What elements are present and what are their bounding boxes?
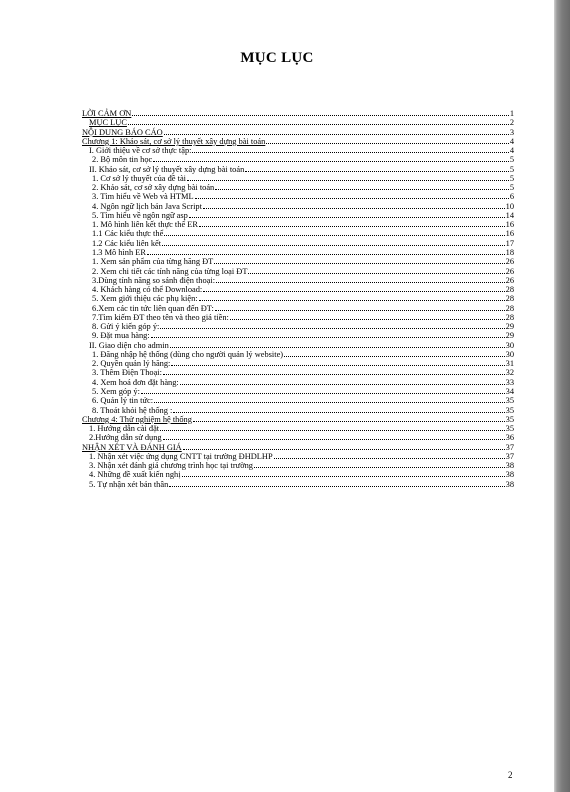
toc-dot-leader [203, 202, 505, 209]
toc-entry-page: 2 [509, 118, 514, 128]
toc-entry[interactable] [82, 183, 514, 192]
toc-dot-leader [230, 313, 505, 320]
toc-entry-page: 29 [505, 331, 514, 341]
toc-dot-leader [284, 350, 505, 357]
toc-entry-page: 38 [505, 479, 514, 489]
toc-entry[interactable] [82, 350, 514, 359]
toc-dot-leader [199, 294, 505, 301]
toc-entry-page: 32 [505, 368, 514, 378]
toc-entry-label: 3. Tìm hiểu về Web và HTML [92, 192, 194, 202]
toc-dot-leader [160, 424, 504, 431]
toc-entry[interactable] [82, 137, 514, 146]
toc-entry-label: 4. Ngôn ngữ lịch bản Java Script [92, 201, 202, 211]
toc-entry-page: 14 [505, 210, 514, 220]
toc-entry[interactable] [82, 229, 514, 238]
toc-entry-label: 2.Hướng dẫn sử dụng [89, 433, 162, 443]
toc-entry[interactable] [82, 424, 514, 433]
toc-entry-page: 34 [505, 386, 514, 396]
toc-dot-leader [248, 267, 504, 274]
toc-entry-label: 4. Khách hàng có thể Download: [92, 285, 203, 295]
toc-entry[interactable] [82, 202, 514, 211]
toc-entry-label: 1.2 Các kiểu liên kết [92, 238, 162, 248]
toc-entry-page: 28 [505, 294, 514, 304]
toc-entry-label: 3. Nhận xét đánh giá chương trình học tại trường [89, 461, 253, 471]
toc-entry[interactable] [82, 322, 514, 331]
toc-dot-leader [180, 378, 505, 385]
toc-entry[interactable] [82, 118, 514, 127]
toc-entry-label: 2. Xem chi tiết các tính năng của từng loại ĐT [92, 266, 248, 276]
toc-entry[interactable] [82, 128, 514, 137]
toc-entry-label: 4. Xem hoá đơn đặt hàng: [92, 377, 179, 387]
toc-dot-leader [171, 359, 504, 366]
toc-entry-page: 17 [505, 238, 514, 248]
toc-dot-leader [192, 146, 508, 153]
page-number: 2 [508, 770, 513, 780]
toc-entry[interactable] [82, 433, 514, 442]
toc-entry-page: 18 [505, 247, 514, 257]
toc-entry-label: 1. Nhận xét việc ứng dụng CNTT tại trường ĐHDLHP [89, 451, 273, 461]
table-of-contents [82, 109, 514, 489]
toc-entry-label: Chương 4: Thử nghiệm hệ thống [82, 414, 192, 424]
toc-entry-label: 2. Quyền quản lý hãng: [92, 359, 171, 369]
toc-dot-leader [182, 470, 505, 477]
toc-entry[interactable] [82, 155, 514, 164]
toc-entry[interactable] [82, 165, 514, 174]
toc-dot-leader [153, 155, 509, 162]
toc-entry[interactable] [82, 285, 514, 294]
toc-entry-page: 26 [505, 266, 514, 276]
toc-entry-label: II. Giao diện cho admin [89, 340, 169, 350]
toc-entry-page: 4 [509, 136, 514, 146]
toc-entry-label: 7.Tìm kiếm ĐT theo tên và theo giá tiền: [92, 312, 229, 322]
toc-entry-label: 3.Dùng tính năng so sánh điện thoại: [92, 275, 216, 285]
toc-entry-label: 5. Tự nhận xét bản thân [89, 479, 169, 489]
toc-entry-page: 35 [505, 405, 514, 415]
toc-dot-leader [151, 331, 505, 338]
toc-entry-page: 26 [505, 275, 514, 285]
toc-entry-label: 1. Hướng dẫn cài đặt [89, 424, 160, 434]
toc-entry-page: 29 [505, 322, 514, 332]
toc-entry-label: 9. Đặt mua hàng: [92, 331, 150, 341]
toc-entry-page: 35 [505, 414, 514, 424]
toc-entry-page: 38 [505, 470, 514, 480]
toc-entry-page: 4 [509, 146, 514, 156]
toc-entry[interactable] [82, 239, 514, 248]
toc-dot-leader [162, 239, 505, 246]
toc-entry-label: 3. Thêm Điện Thoại: [92, 368, 162, 378]
toc-entry-page: 28 [505, 312, 514, 322]
toc-entry[interactable] [82, 443, 514, 452]
toc-dot-leader [193, 415, 505, 422]
toc-dot-leader [203, 285, 504, 292]
toc-entry-label: 1.1 Các kiểu thực thể [92, 229, 164, 239]
toc-entry-label: 5. Tìm hiểu về ngôn ngữ asp [92, 210, 188, 220]
toc-dot-leader [160, 322, 504, 329]
toc-entry-label: 1.3 Mô hình ER [92, 247, 146, 257]
toc-entry-page: 16 [505, 220, 514, 230]
toc-dot-leader [215, 183, 509, 190]
toc-entry-page: 30 [505, 349, 514, 359]
toc-dot-leader [187, 174, 509, 181]
toc-dot-leader [254, 461, 505, 468]
toc-entry-label: NHẬN XÉT VÀ ĐÁNH GIÁ [82, 442, 182, 452]
toc-dot-leader [183, 443, 505, 450]
toc-entry-page: 5 [509, 164, 514, 174]
toc-dot-leader [163, 433, 505, 440]
toc-dot-leader [214, 257, 504, 264]
toc-entry[interactable] [82, 331, 514, 340]
toc-entry-label: 8. Thoát khỏi hệ thống : [92, 405, 173, 415]
toc-entry[interactable] [82, 220, 514, 229]
toc-dot-leader [147, 248, 505, 255]
toc-entry-page: 36 [505, 433, 514, 443]
toc-entry-page: 26 [505, 257, 514, 267]
toc-entry[interactable] [82, 146, 514, 155]
toc-entry-page: 28 [505, 285, 514, 295]
toc-entry[interactable] [82, 211, 514, 220]
toc-dot-leader [132, 109, 508, 116]
toc-entry-label: 2. Bộ môn tin học [92, 155, 153, 165]
toc-entry-page: 1 [509, 109, 514, 118]
toc-entry[interactable] [82, 304, 514, 313]
toc-entry-label: MỤC LỤC [89, 118, 127, 128]
toc-entry-label: 5. Xem giới thiệu các phụ kiện: [92, 294, 198, 304]
toc-entry-page: 38 [505, 461, 514, 471]
toc-entry-label: 5. Xem góp ý: [92, 386, 140, 396]
toc-dot-leader [215, 304, 505, 311]
toc-entry[interactable] [82, 174, 514, 183]
toc-entry[interactable] [82, 406, 514, 415]
toc-dot-leader [141, 387, 505, 394]
toc-entry-page: 16 [505, 229, 514, 239]
toc-entry-label: 4. Những đề xuất kiến nghị [89, 470, 181, 480]
toc-entry[interactable] [82, 378, 514, 387]
toc-dot-leader [274, 452, 505, 459]
toc-entry-label: 1. Xem sản phẩm của từng hãng ĐT [92, 257, 214, 267]
toc-entry-page: 35 [505, 424, 514, 434]
toc-entry[interactable] [82, 248, 514, 257]
toc-dot-leader [154, 396, 505, 403]
toc-dot-leader [163, 368, 505, 375]
toc-entry[interactable] [82, 470, 514, 479]
toc-entry-page: 10 [505, 201, 514, 211]
toc-entry[interactable] [82, 341, 514, 350]
toc-entry[interactable] [82, 387, 514, 396]
toc-entry[interactable] [82, 257, 514, 266]
toc-entry-label: 6.Xem các tin tức liên quan đến ĐT: [92, 303, 214, 313]
toc-entry-label: 1. Mô hình liên kết thực thể ER [92, 220, 198, 230]
page-title: MỤC LỤC [240, 50, 314, 66]
toc-dot-leader [164, 229, 504, 236]
toc-entry-label: LỜI CẢM ƠN [82, 109, 132, 118]
toc-entry[interactable] [82, 109, 514, 118]
toc-entry[interactable] [82, 313, 514, 322]
toc-entry[interactable] [82, 461, 514, 470]
toc-entry[interactable] [82, 294, 514, 303]
toc-entry-page: 31 [505, 359, 514, 369]
toc-dot-leader [173, 406, 504, 413]
toc-entry-label: II. Khảo sát, cơ sở lý thuyết xây dựng bài toán [89, 164, 245, 174]
toc-dot-leader [169, 480, 504, 487]
toc-entry-label: NỘI DUNG BÁO CÁO [82, 127, 163, 137]
toc-dot-leader [170, 341, 505, 348]
toc-entry-page: 3 [509, 127, 514, 137]
toc-entry-label: 1. Cơ sở lý thuyết của đề tài [92, 173, 186, 183]
toc-entry-page: 30 [505, 340, 514, 350]
toc-entry[interactable] [82, 452, 514, 461]
toc-entry-label: 6. Quản lý tin tức: [92, 396, 154, 406]
toc-entry-label: 1. Đăng nhập hệ thống (dùng cho người quản lý website) [92, 349, 284, 359]
toc-entry-page: 37 [505, 442, 514, 452]
toc-entry-label: I. Giới thiệu về cơ sở thực tập: [89, 146, 192, 156]
toc-entry-page: 28 [505, 303, 514, 313]
toc-entry-page: 33 [505, 377, 514, 387]
toc-entry[interactable] [82, 368, 514, 377]
toc-entry[interactable] [82, 276, 514, 285]
toc-entry[interactable] [82, 415, 514, 424]
toc-entry-page: 5 [509, 173, 514, 183]
toc-entry[interactable] [82, 480, 514, 489]
toc-entry-label: 2. Khảo sát, cơ sở xây dựng bài toán [92, 183, 215, 193]
toc-entry-page: 6 [509, 192, 514, 202]
window-edge-shadow [554, 0, 570, 792]
toc-entry-page: 37 [505, 451, 514, 461]
toc-entry-page: 35 [505, 396, 514, 406]
toc-entry[interactable] [82, 267, 514, 276]
toc-dot-leader [164, 128, 509, 135]
toc-entry[interactable] [82, 359, 514, 368]
toc-dot-leader [199, 220, 505, 227]
toc-entry-page: 5 [509, 155, 514, 165]
toc-dot-leader [245, 165, 509, 172]
toc-entry-label: 8. Gửi ý kiến góp ý: [92, 322, 160, 332]
toc-dot-leader [195, 192, 509, 199]
toc-dot-leader [216, 276, 505, 283]
toc-entry[interactable] [82, 396, 514, 405]
toc-dot-leader [189, 211, 505, 218]
toc-entry-label: Chương 1: Khảo sát, cơ sở lý thuyết xây dựng bài toán [82, 136, 266, 146]
toc-entry[interactable] [82, 192, 514, 201]
toc-entry-page: 5 [509, 183, 514, 193]
toc-dot-leader [128, 118, 509, 125]
toc-dot-leader [266, 137, 508, 144]
